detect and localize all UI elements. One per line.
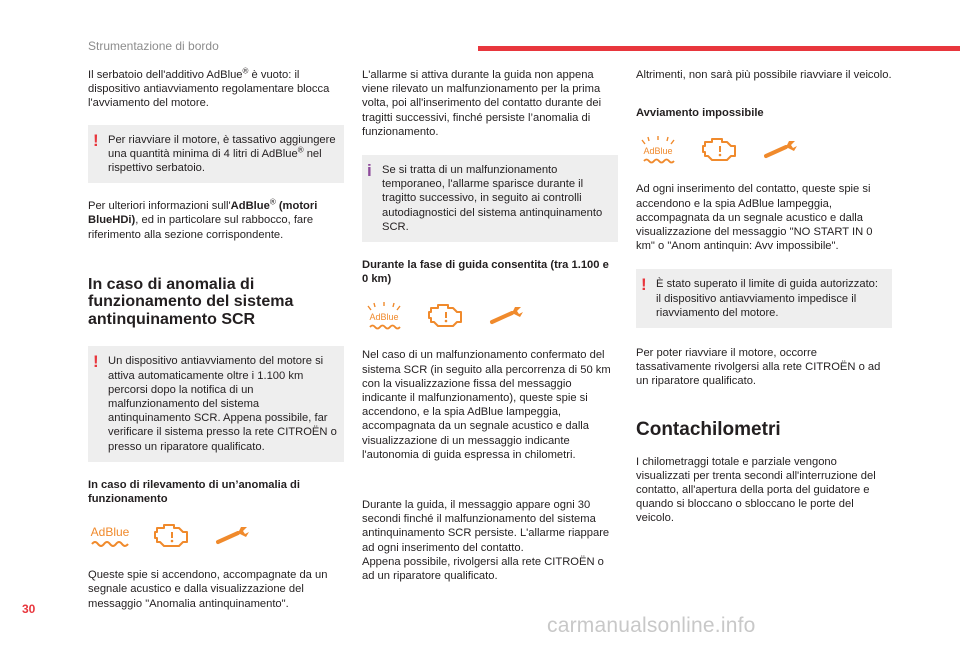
header-title: Strumentazione di bordo — [88, 39, 219, 53]
service-wrench-icon — [760, 134, 800, 166]
paragraph: I chilometraggi totale e parziale vengono visualizzati per trenta secondi all'interruzione del contatto, all'apertura della porta del guidatore e quando si bloccano o sbloccano le porte del veicolo. — [636, 455, 876, 525]
column-3 — [636, 68, 892, 526]
svg-text:AdBlue: AdBlue — [643, 146, 673, 157]
paragraph: Nel caso di un malfunzionamento confermato del sistema SCR (in seguito alla percorrenza di 50 km con la visualizzazione fissa del messaggio indicante il malfunzionamento), queste spie si accendono, e la spia AdBlue lampeggia, accompagnata da un segnale acustico e dalla visualizzazione di un messaggio indicante l'autonomia di guida espressa in chilometri. — [362, 349, 611, 461]
warning-exclamation-icon: ! — [641, 275, 647, 295]
column-1 — [88, 68, 344, 611]
header-bar — [478, 46, 960, 51]
service-wrench-icon — [212, 520, 252, 552]
service-wrench-icon — [486, 300, 526, 332]
warning-lights-row — [636, 130, 892, 170]
info-note: i Se si tratta di un malfunzionamento temporaneo, l'allarme sparisce durante il tragitto successivo, in seguito ai controlli autodiagnostici del sistema antinquinamento SCR. — [362, 155, 618, 242]
paragraph: Durante la guida, il messaggio appare ogni 30 secondi finché il malfunzionamento del sistema antinquinamento SCR persiste. L'allarme riappare ad ogni inserimento del contatto. — [362, 499, 610, 554]
engine-check-icon — [152, 520, 192, 552]
column-2 — [362, 68, 618, 583]
paragraph: Il serbatoio dell'additivo AdBlue® è vuoto: il dispositivo antiavviamento regolamentare blocca l'avviamento del motore. — [88, 66, 330, 110]
warning-lights-row — [88, 516, 344, 556]
paragraph: Ad ogni inserimento del contatto, queste spie si accendono e la spia AdBlue lampeggia, accompagnata da un segnale acustico e dalla visualizzazione del messaggio "NO START IN 0 km" o "Anom antinquin: Avv impossibile". — [636, 183, 873, 253]
watermark: carmanualsonline.info — [547, 614, 756, 637]
paragraph: Queste spie si accendono, accompagnate da un segnale acustico e dalla visualizzazione del messaggio "Anomalia antinquinamento". — [88, 569, 328, 610]
subheading: Avviamento impossibile — [636, 107, 764, 120]
paragraph: Altrimenti, non sarà più possibile riavviare il veicolo. — [636, 69, 892, 81]
section-heading: In caso di anomalia di funzionamento del sistema antinquinamento SCR — [88, 275, 294, 328]
warning-note: ! Un dispositivo antiavviamento del motore si attiva automaticamente oltre i 1.100 km percorsi dopo la notifica di un malfunzionamento del sistema antinquinamento SCR. Appena possibile, far verificare il sistema presso la rete CITROËN o presso un riparatore qualificato. — [88, 346, 344, 461]
section-heading: Contachilometri — [636, 418, 781, 440]
subheading: Durante la fase di guida consentita (tra 1.100 e 0 km) — [362, 259, 609, 286]
paragraph: Appena possibile, rivolgersi alla rete CITROËN o ad un riparatore qualificato. — [362, 555, 604, 583]
warning-note: ! Per riavviare il motore, è tassativo aggiungere una quantità minima di 4 litri di AdBlue® nel rispettivo serbatoio. — [88, 125, 344, 184]
adblue-flashing-icon — [636, 134, 680, 166]
warning-lights-row — [362, 296, 618, 336]
svg-text:AdBlue: AdBlue — [369, 312, 399, 323]
warning-exclamation-icon: ! — [93, 130, 99, 150]
page-number: 30 — [22, 602, 36, 616]
svg-text:AdBlue: AdBlue — [90, 525, 130, 540]
warning-note: ! È stato superato il limite di guida autorizzato: il dispositivo antiavviamento impedisce il riavviamento del motore. — [636, 269, 892, 328]
adblue-warning-icon — [88, 520, 132, 552]
paragraph: Per poter riavviare il motore, occorre tassativamente rivolgersi alla rete CITROËN o ad un riparatore qualificato. — [636, 347, 881, 388]
adblue-flashing-icon — [362, 300, 406, 332]
paragraph: Per ulteriori informazioni sull'AdBlue® (motori BlueHDi), ed in particolare sul rabbocco, fare riferimento alla sezione corrispondente. — [88, 197, 318, 241]
paragraph: L'allarme si attiva durante la guida non appena viene rilevato un malfunzionamento per la prima volta, poi all'inserimento del contatto durante dei tragitti successivi, finché persiste l’anomalia di funzionamento. — [362, 69, 602, 138]
warning-exclamation-icon: ! — [93, 352, 99, 372]
engine-check-icon — [426, 300, 466, 332]
info-icon: i — [367, 161, 372, 181]
engine-check-icon — [700, 134, 740, 166]
subheading: In caso di rilevamento di un’anomalia di funzionamento — [88, 478, 300, 505]
